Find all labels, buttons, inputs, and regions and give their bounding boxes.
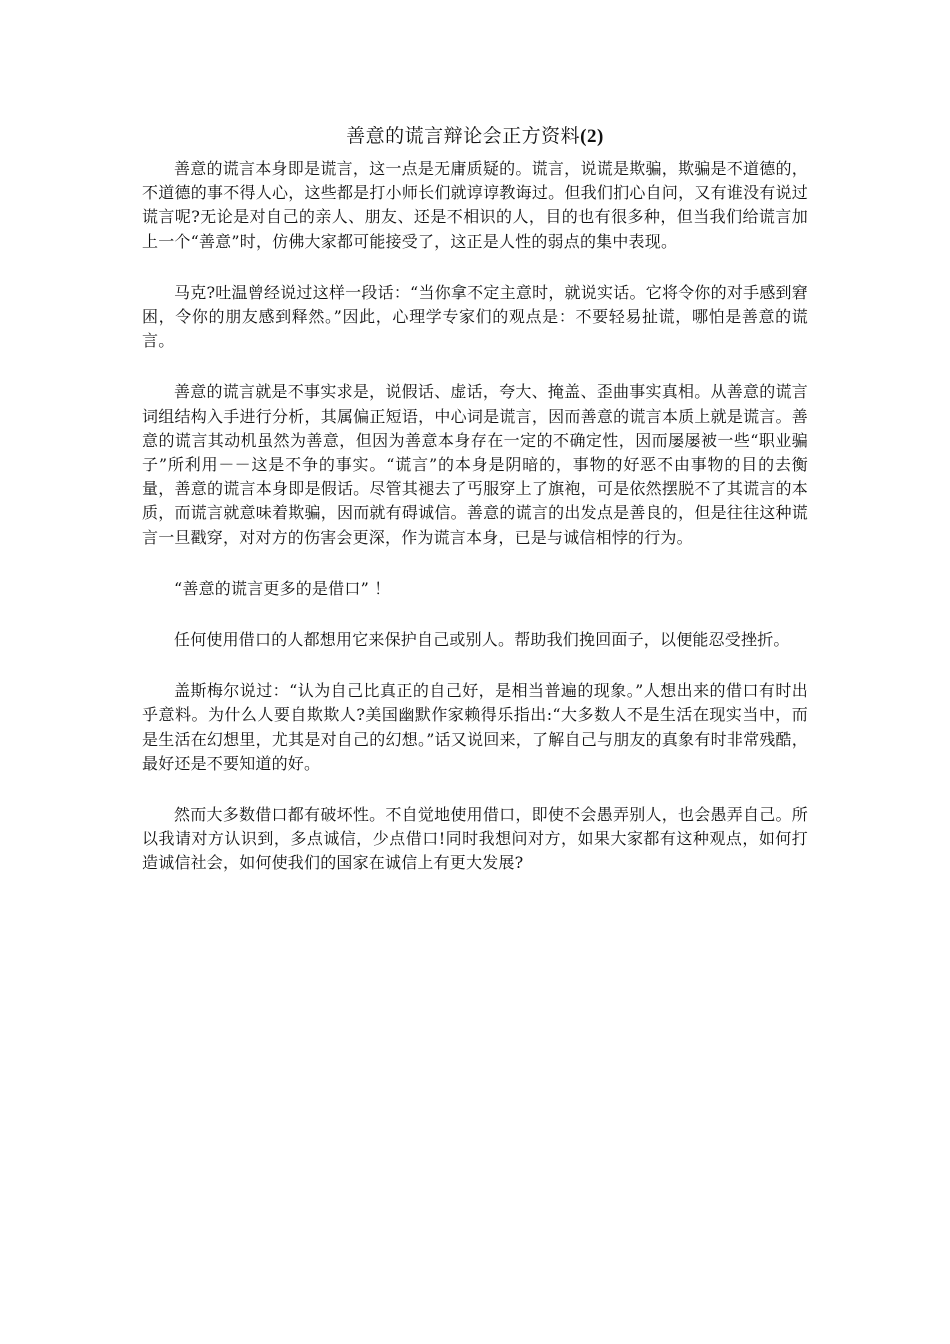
paragraph-1: 善意的谎言本身即是谎言，这一点是无庸质疑的。谎言，说谎是欺骗，欺骗是不道德的，不道德的事不得人心，这些都是打小师长们就谆谆教诲过。但我们扪心自问，又有谁没有说过谎言呢?无论是对自己的亲人、朋友、还是不相识的人，目的也有很多种，但当我们给谎言加上一个“善意”时，仿佛大家都可能接受了，这正是人性的弱点的集中表现。 bbox=[142, 159, 808, 251]
title-main-text: 善意的谎言辩论会正方资料 bbox=[346, 125, 581, 147]
paragraph-7: 然而大多数借口都有破坏性。不自觉地使用借口，即使不会愚弄别人，也会愚弄自己。所以我请对方认识到，多点诚信，少点借口!同时我想问对方，如果大家都有这种观点，如何打造诚信社会，如何使我们的国家在诚信上有更大发展? bbox=[142, 805, 808, 873]
paragraph-3: 善意的谎言就是不事实求是，说假话、虚话，夸大、掩盖、歪曲事实真相。从善意的谎言词组结构入手进行分析，其属偏正短语，中心词是谎言，因而善意的谎言本质上就是谎言。善意的谎言其动机虽然为善意，但因为善意本身存在一定的不确定性，因而屡屡被一些“职业骗子”所利用－－这是不争的事实。“谎言”的本身是阴暗的，事物的好恶不由事物的目的去衡量，善意的谎言本身即是假话。尽管其褪去了丐服穿上了旗袍，可是依然摆脱不了其谎言的本质，而谎言就意味着欺骗，因而就有碍诚信。善意的谎言的出发点是善良的，但是往往这种谎言一旦戳穿，对对方的伤害会更深，作为谎言本身，已是与诚信相悖的行为。 bbox=[142, 382, 808, 547]
document-body bbox=[142, 118, 808, 876]
title-number: (2) bbox=[580, 126, 604, 147]
paragraph-6: 盖斯梅尔说过：“认为自己比真正的自己好，是相当普遍的现象。”人想出来的借口有时出乎意料。为什么人要自欺欺人?美国幽默作家赖得乐指出:“大多数人不是生活在现实当中，而是生活在幻想里，尤其是对自己的幻想。”话又说回来，了解自己与朋友的真象有时非常残酷，最好还是不要知道的好。 bbox=[142, 681, 808, 773]
document-title bbox=[142, 118, 808, 155]
paragraph-5: 任何使用借口的人都想用它来保护自己或别人。帮助我们挽回面子，以便能忍受挫折。 bbox=[174, 630, 790, 650]
paragraph-2: 马克?吐温曾经说过这样一段话：“当你拿不定主意时，就说实话。它将令你的对手感到窘困，令你的朋友感到释然。”因此，心理学专家们的观点是：不要轻易扯谎，哪怕是善意的谎言。 bbox=[142, 282, 808, 351]
paragraph-4: “善意的谎言更多的是借口” ！ bbox=[174, 578, 391, 598]
